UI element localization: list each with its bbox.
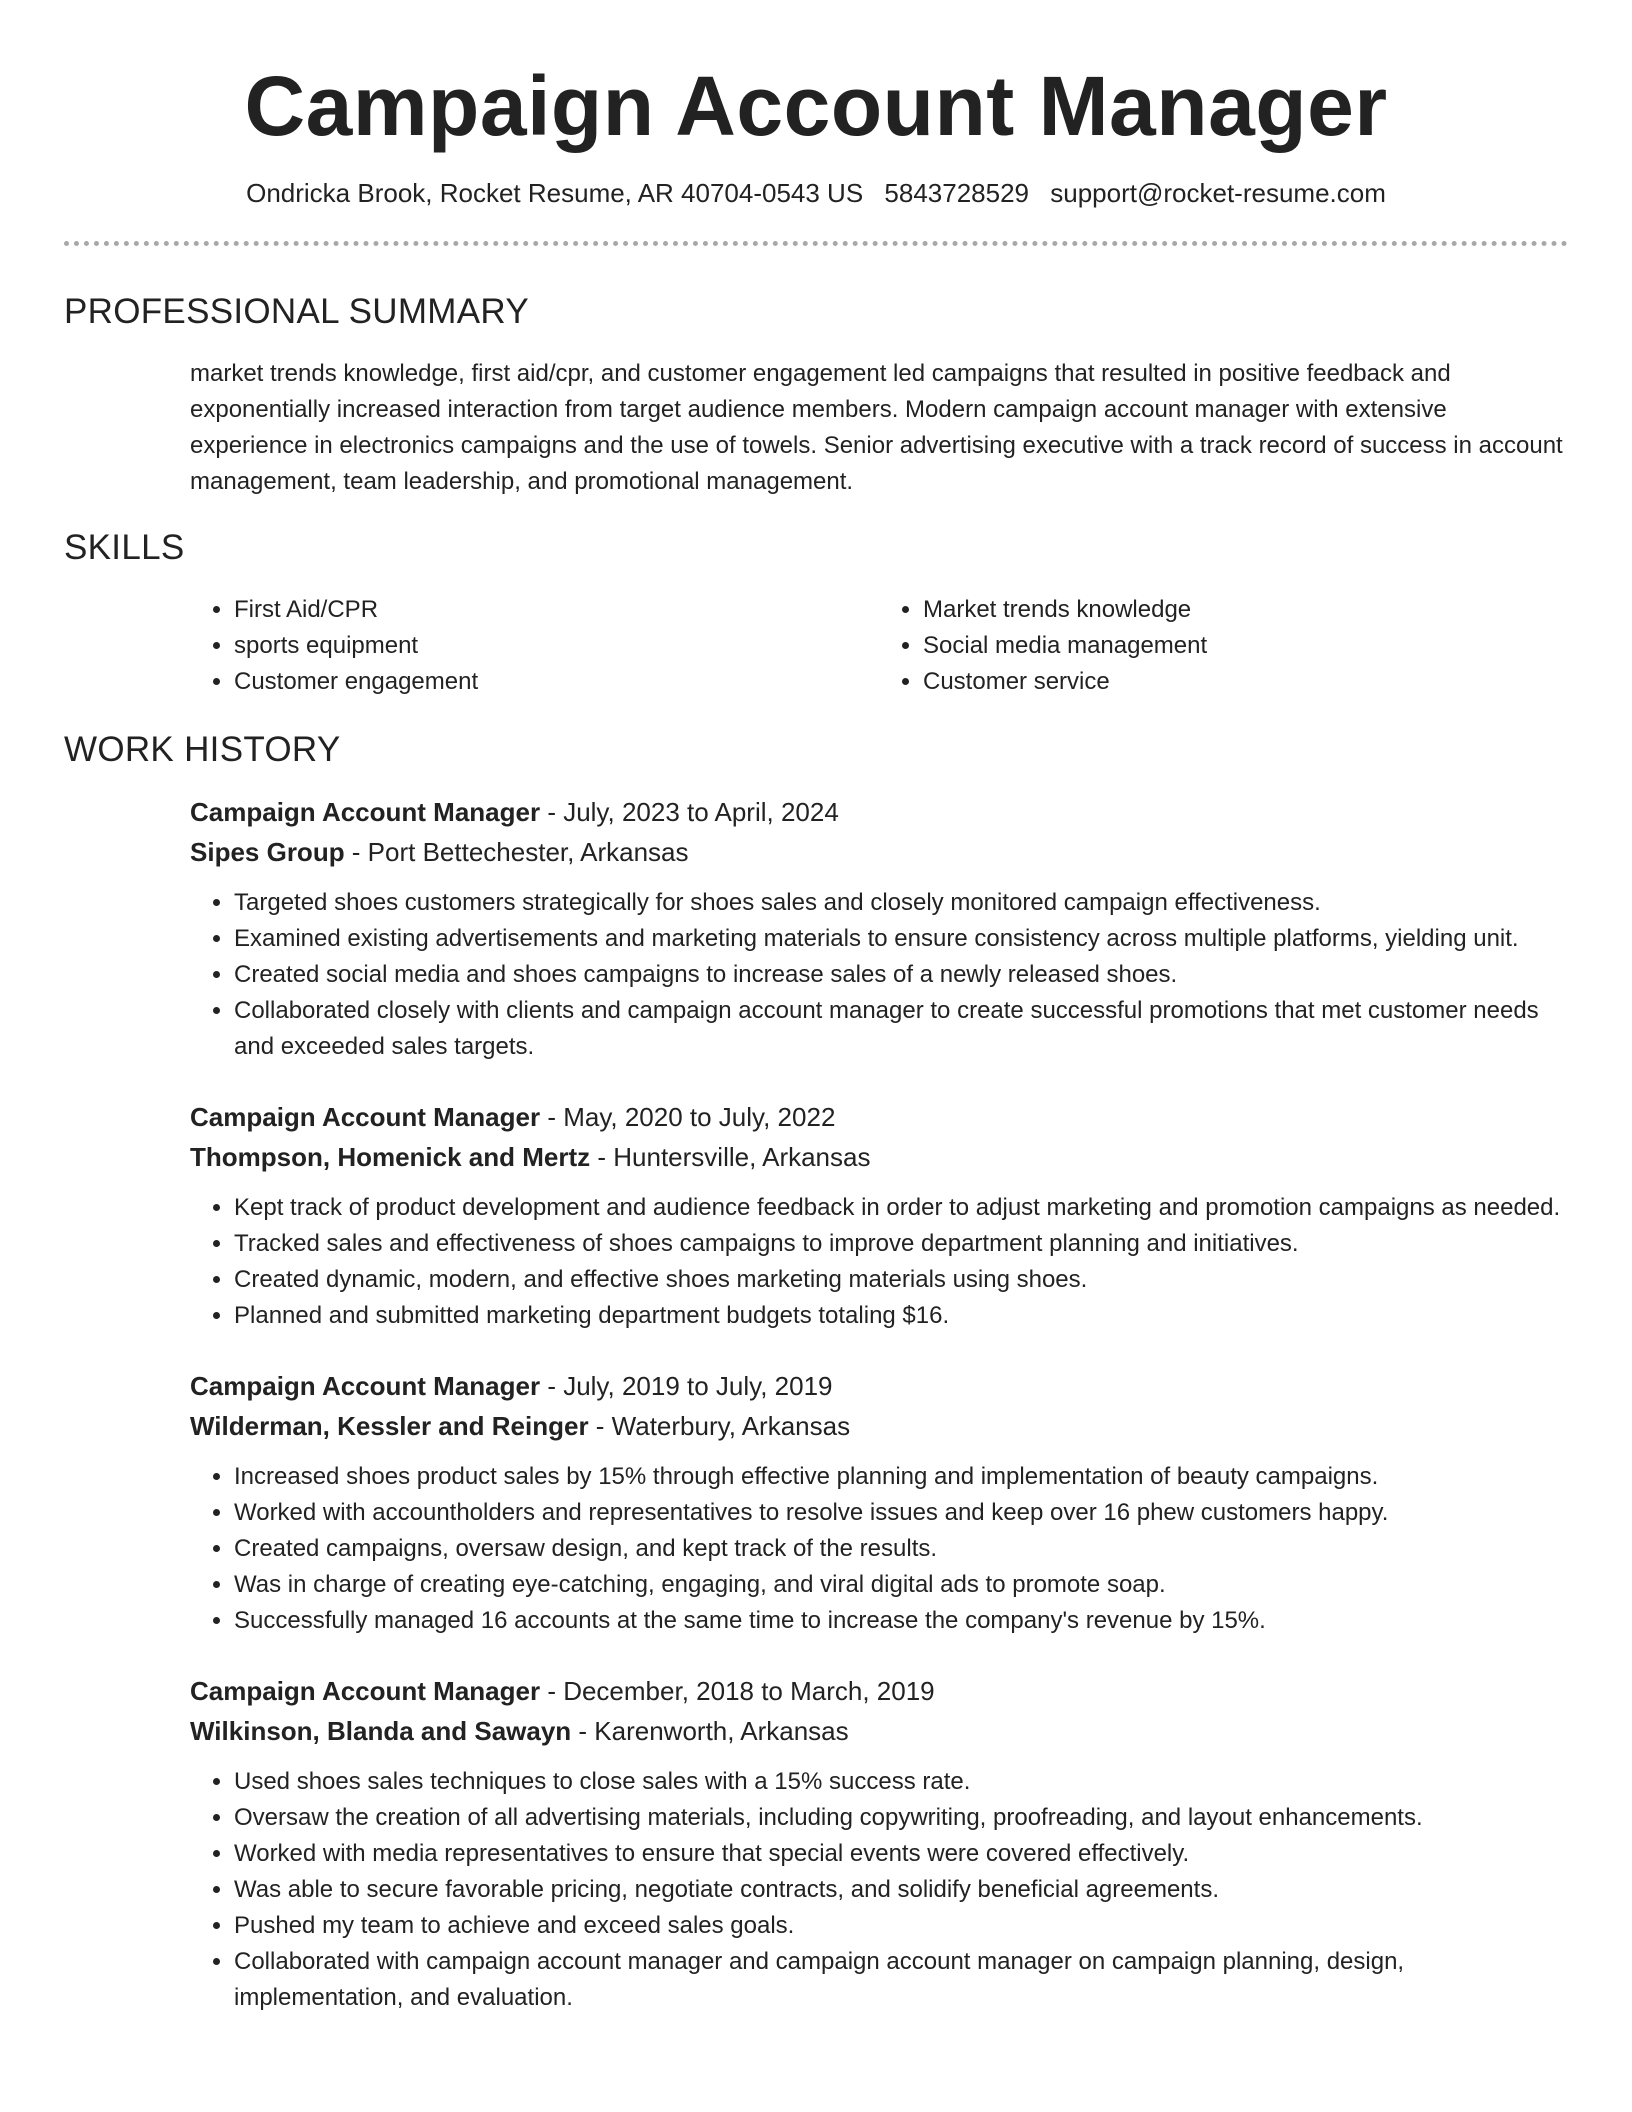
- work-history-heading: WORK HISTORY: [64, 730, 341, 769]
- job-company: Thompson, Homenick and Mertz: [190, 1142, 591, 1172]
- job-bullet: • Planned and submitted marketing department budgets totaling $16.: [234, 1298, 1568, 1334]
- job-bullet: • Successfully managed 16 accounts at the same time to increase the company's revenue by 15%.: [234, 1603, 1568, 1639]
- job-company-line: [190, 1406, 1568, 1446]
- job-bullet: • Worked with media representatives to ensure that special events were covered effectively.: [234, 1836, 1568, 1872]
- job-company: Sipes Group: [190, 837, 345, 867]
- contact-address: Ondricka Brook, Rocket Resume, AR 40704-0543 US: [246, 178, 864, 208]
- job-bullet: • Oversaw the creation of all advertising materials, including copywriting, proofreading, and layout enhancements.: [234, 1800, 1568, 1836]
- skills-heading: SKILLS: [64, 528, 185, 567]
- job-dates: - December, 2018 to March, 2019: [540, 1676, 935, 1706]
- job-bullet: • Was able to secure favorable pricing, negotiate contracts, and solidify beneficial agreements.: [234, 1872, 1568, 1908]
- skills-column-left: [190, 592, 879, 700]
- skill-item: • sports equipment: [234, 628, 879, 664]
- job-entry: [190, 1366, 1568, 1639]
- job-bullet: • Created social media and shoes campaigns to increase sales of a newly released shoes.: [234, 957, 1568, 993]
- job-title-line: [190, 792, 1568, 832]
- job-bullet: • Worked with accountholders and representatives to resolve issues and keep over 16 phew customers happy.: [234, 1495, 1568, 1531]
- job-bullets: [190, 1764, 1568, 2016]
- skills-column-right: [879, 592, 1568, 700]
- job-location: - Port Bettechester, Arkansas: [344, 837, 689, 867]
- job-bullet: • Created dynamic, modern, and effective shoes marketing materials using shoes.: [234, 1262, 1568, 1298]
- skill-item: • Social media management: [923, 628, 1568, 664]
- job-title-line: [190, 1366, 1568, 1406]
- job-location: - Karenworth, Arkansas: [571, 1716, 849, 1746]
- job-company: Wilkinson, Blanda and Sawayn: [190, 1716, 572, 1746]
- job-title: Campaign Account Manager: [190, 1676, 541, 1706]
- job-bullet: • Increased shoes product sales by 15% through effective planning and implementation of beauty campaigns.: [234, 1459, 1568, 1495]
- job-location: - Huntersville, Arkansas: [590, 1142, 871, 1172]
- job-title: Campaign Account Manager: [190, 1371, 541, 1401]
- skill-item: • Market trends knowledge: [923, 592, 1568, 628]
- skill-item: • First Aid/CPR: [234, 592, 879, 628]
- job-entry: [190, 1097, 1568, 1334]
- job-bullet: • Created campaigns, oversaw design, and kept track of the results.: [234, 1531, 1568, 1567]
- job-bullets: [190, 1459, 1568, 1639]
- job-bullet: • Collaborated with campaign account manager and campaign account manager on campaign planning, design, implementation, and evaluation.: [234, 1944, 1568, 2016]
- job-dates: - July, 2019 to July, 2019: [540, 1371, 833, 1401]
- contact-line: [0, 176, 1632, 210]
- header-divider: [64, 241, 1568, 246]
- job-bullet: • Used shoes sales techniques to close sales with a 15% success rate.: [234, 1764, 1568, 1800]
- job-dates: - July, 2023 to April, 2024: [540, 797, 839, 827]
- job-bullets: [190, 885, 1568, 1065]
- summary-text: market trends knowledge, first aid/cpr, and customer engagement led campaigns that resulted in positive feedback and exponentially increased interaction from target audience members. Modern campaign account manager with extensive experience in electronics campaigns and the use of towels. Senior advertising executive with a track record of success in account management, team leadership, and promotional management.: [190, 360, 1563, 495]
- job-title-line: [190, 1097, 1568, 1137]
- job-bullet: • Examined existing advertisements and marketing materials to ensure consistency across multiple platforms, yielding unit.: [234, 921, 1568, 957]
- job-bullet: • Pushed my team to achieve and exceed sales goals.: [234, 1908, 1568, 1944]
- contact-email: support@rocket-resume.com: [1050, 178, 1386, 208]
- skills-list: [190, 592, 1568, 700]
- job-bullet: • Kept track of product development and audience feedback in order to adjust marketing and promotion campaigns as needed.: [234, 1190, 1568, 1226]
- job-company-line: [190, 1711, 1568, 1751]
- job-bullet: • Tracked sales and effectiveness of shoes campaigns to improve department planning and initiatives.: [234, 1226, 1568, 1262]
- skill-item: • Customer engagement: [234, 664, 879, 700]
- job-title: Campaign Account Manager: [190, 797, 541, 827]
- job-bullets: [190, 1190, 1568, 1334]
- resume-title: Campaign Account Manager: [244, 59, 1388, 153]
- job-entry: [190, 792, 1568, 1065]
- skill-item: • Customer service: [923, 664, 1568, 700]
- job-title: Campaign Account Manager: [190, 1102, 541, 1132]
- contact-phone: 5843728529: [884, 178, 1030, 208]
- job-bullet: • Collaborated closely with clients and campaign account manager to create successful promotions that met customer needs and exceeded sales targets.: [234, 993, 1568, 1065]
- job-company: Wilderman, Kessler and Reinger: [190, 1411, 589, 1441]
- job-title-line: [190, 1671, 1568, 1711]
- job-location: - Waterbury, Arkansas: [588, 1411, 851, 1441]
- job-bullet: • Targeted shoes customers strategically for shoes sales and closely monitored campaign effectiveness.: [234, 885, 1568, 921]
- job-bullet: • Was in charge of creating eye-catching, engaging, and viral digital ads to promote soap.: [234, 1567, 1568, 1603]
- summary-heading: PROFESSIONAL SUMMARY: [64, 292, 529, 331]
- job-entry: [190, 1671, 1568, 2016]
- job-dates: - May, 2020 to July, 2022: [540, 1102, 836, 1132]
- job-company-line: [190, 1137, 1568, 1177]
- job-company-line: [190, 832, 1568, 872]
